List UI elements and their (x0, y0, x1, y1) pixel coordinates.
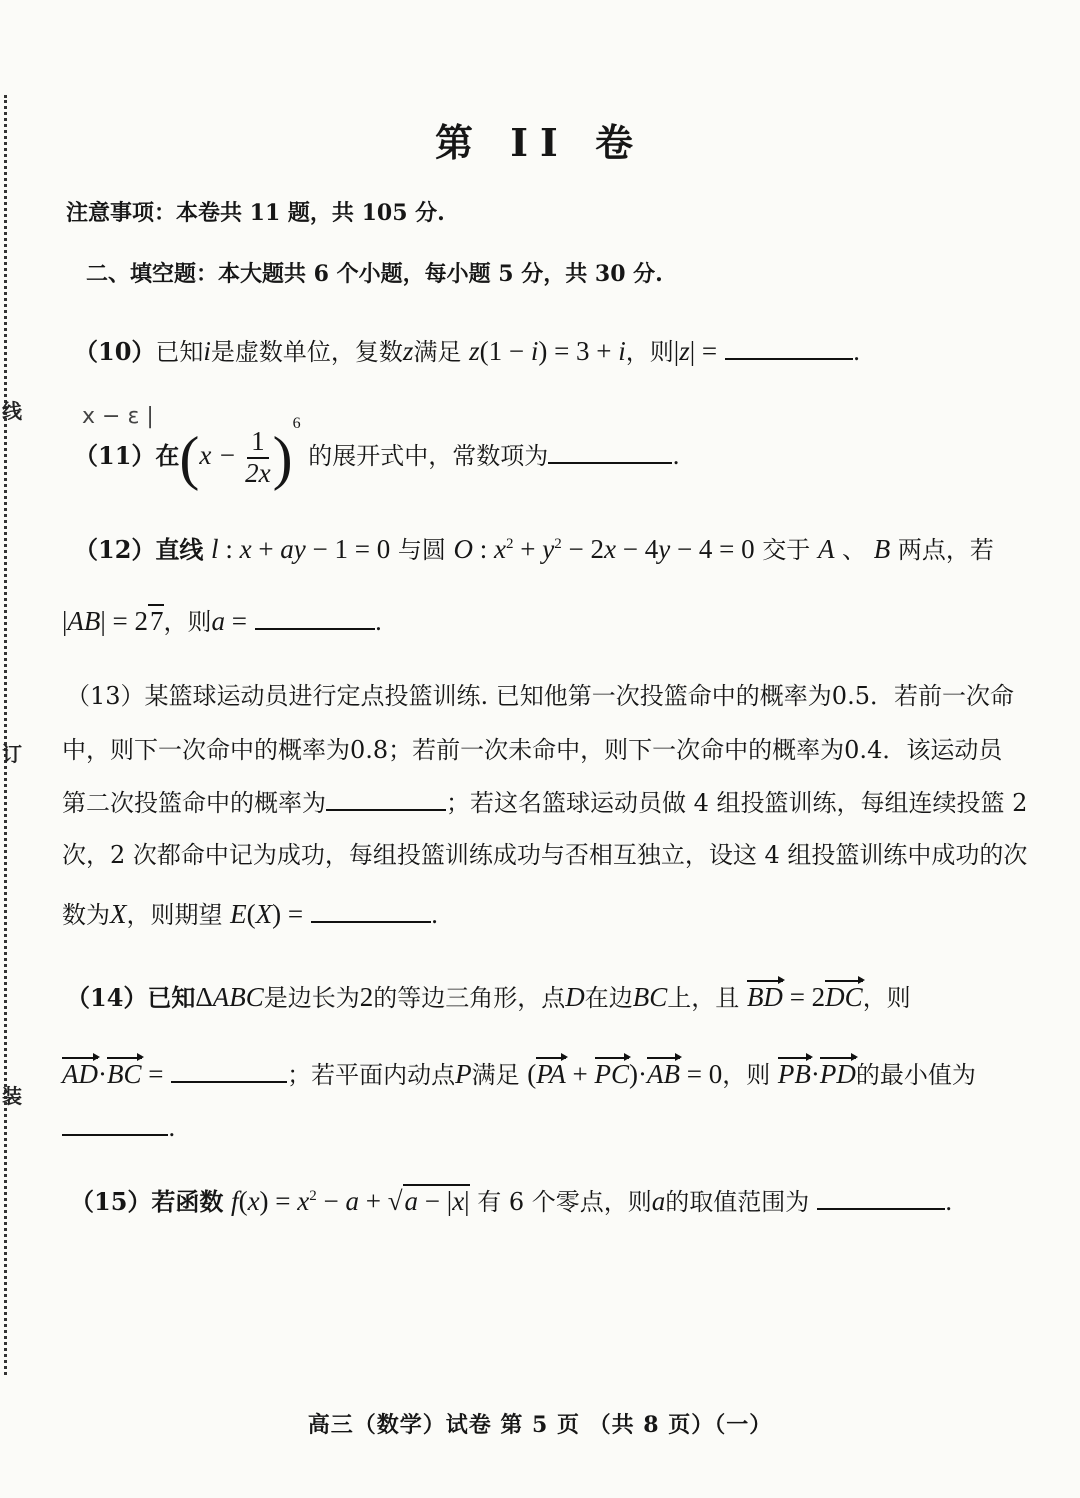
answer-blank-10[interactable] (725, 336, 853, 360)
question-13-line-1: （13）某篮球运动员进行定点投篮训练. 已知他第一次投篮命中的概率为0.5．若前一次命 (66, 682, 1014, 710)
answer-blank-14a[interactable] (171, 1059, 287, 1083)
margin-mark-3: 装 (2, 1084, 22, 1108)
answer-blank-15[interactable] (817, 1186, 945, 1210)
answer-blank-11[interactable] (548, 440, 672, 464)
question-12: （12）直线 l : x + ay − 1 = 0 与圆 O : $x^2 + y^2 - 2x - 4y - 4 = 0$ 交于 A 、 B 两点，若 (74, 534, 994, 564)
page-footer: 高三（数学）试卷 第 5 页 （共 8 页）（一） (307, 1412, 773, 1438)
question-14-line-3: . (62, 1112, 176, 1142)
handwriting-scribble: x − ε | (82, 404, 154, 429)
question-12-line-2: |AB| = 27，则a = . (62, 606, 383, 636)
binding-margin-dots (4, 95, 11, 1375)
page-title: 第 II 卷 (434, 120, 645, 165)
notice: 注意事项：本卷共 11 题，共 105 分. (66, 200, 445, 226)
section-heading: 二、填空题：本大题共 6 个小题，每小题 5 分，共 30 分. (86, 261, 663, 287)
question-10: （10）已知i是虚数单位，复数z满足 z(1 − i) = 3 + i，则|z| = . (74, 336, 861, 366)
question-13-line-5: 数为X，则期望 E(X) = . (62, 899, 439, 929)
question-11: （11）在(x − $\frac{1}{2x}$ )$^6$ 的展开式中，常数项为 . (74, 415, 680, 491)
question-13-line-4: 次，2 次都命中记为成功，每组投篮训练成功与否相互独立，设这 4 组投篮训练中成功的次 (62, 841, 1028, 869)
answer-blank-14b[interactable] (62, 1112, 168, 1136)
margin-mark-1: 线 (2, 399, 22, 423)
question-15: （15）若函数 $f(x) = x^2 - a + √a - |x|$ 有 6 个零点，则a的取值范围为 . (70, 1186, 953, 1216)
question-14: （14）已知ΔABC是边长为2的等边三角形，点D在边BC上，且 BD = 2DC，则 (66, 982, 911, 1012)
question-13-line-3: 第二次投篮命中的概率为 ；若这名篮球运动员做 4 组投篮训练，每组连续投篮 2 (62, 789, 1028, 817)
question-13-line-2: 中，则下一次命中的概率为0.8；若前一次未命中，则下一次命中的概率为0.4．该运动员 (62, 736, 1003, 764)
answer-blank-12[interactable] (255, 606, 375, 630)
answer-blank-13a[interactable] (326, 787, 446, 811)
question-14-line-2: AD·BC = ；若平面内动点P满足 (PA + PC)·AB = 0，则 PB·PD的最小值为 (62, 1059, 976, 1089)
answer-blank-13b[interactable] (311, 899, 431, 923)
margin-mark-2: 订 (2, 742, 22, 766)
